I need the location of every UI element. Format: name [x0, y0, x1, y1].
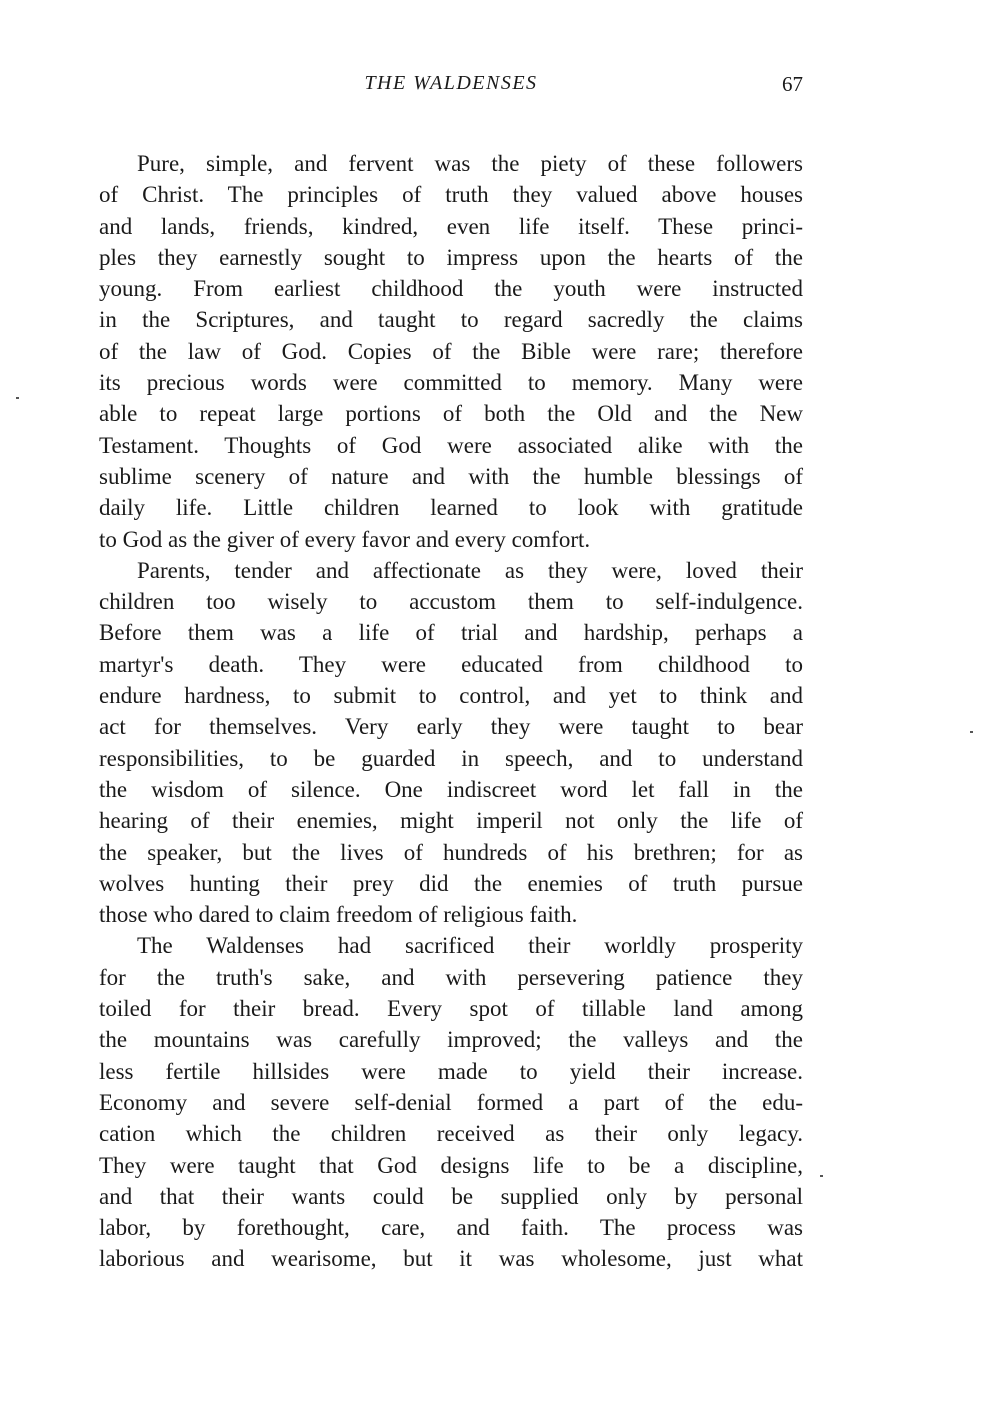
text-line: hearing of their enemies, might imperil not only the life of — [99, 808, 803, 834]
text-line: and that their wants could be supplied only by personal — [99, 1183, 803, 1209]
text-line: Economy and severe self-denial formed a part of the edu- — [99, 1089, 803, 1115]
scan-speck — [820, 1175, 823, 1177]
text-line: to God as the giver of every favor and every comfort. — [99, 526, 591, 552]
paragraph-2 — [99, 555, 803, 931]
text-line: endure hardness, to submit to control, and yet to think and — [99, 683, 803, 709]
text-line: ples they earnestly sought to impress upon the hearts of the — [99, 244, 803, 270]
text-line: They were taught that God designs life to be a discipline, — [99, 1152, 803, 1178]
text-line: toiled for their bread. Every spot of tillable land among — [99, 996, 803, 1022]
text-line: the speaker, but the lives of hundreds of his brethren; for as — [99, 839, 803, 865]
text-line: the mountains was carefully improved; the valleys and the — [99, 1027, 803, 1053]
running-title: THE WALDENSES — [364, 72, 538, 94]
text-line: of Christ. The principles of truth they valued above houses — [99, 182, 803, 208]
scan-speck — [16, 397, 19, 399]
text-line: young. From earliest childhood the youth were instructed — [99, 276, 803, 302]
text-line: wolves hunting their prey did the enemies of truth pursue — [99, 870, 803, 896]
text-line: its precious words were committed to memory. Many were — [99, 370, 803, 396]
text-line: Testament. Thoughts of God were associated alike with the — [99, 432, 803, 458]
body-text — [99, 148, 803, 1275]
text-line: labor, by forethought, care, and faith. The process was — [99, 1215, 803, 1241]
text-line: The Waldenses had sacrificed their worldly prosperity — [137, 933, 803, 959]
text-line: laborious and wearisome, but it was wholesome, just what — [99, 1246, 803, 1272]
text-line: cation which the children received as their only legacy. — [99, 1121, 803, 1147]
text-line: Parents, tender and affectionate as they were, loved their — [137, 557, 803, 583]
text-line: and lands, friends, kindred, even life itself. These princi- — [99, 213, 803, 239]
text-line: the wisdom of silence. One indiscreet word let fall in the — [99, 776, 803, 802]
scan-speck — [970, 731, 973, 733]
text-line: Before them was a life of trial and hardship, perhaps a — [99, 620, 803, 646]
paragraph-1 — [99, 148, 803, 555]
paragraph-3 — [99, 930, 803, 1274]
text-line: those who dared to claim freedom of religious faith. — [99, 902, 578, 928]
page-number: 67 — [782, 72, 803, 96]
text-line: children too wisely to accustom them to self-indulgence. — [99, 589, 803, 615]
text-line: Pure, simple, and fervent was the piety of these followers — [137, 151, 803, 176]
text-line: responsibilities, to be guarded in speech, and to understand — [99, 745, 803, 771]
text-line: act for themselves. Very early they were taught to bear — [99, 714, 803, 740]
text-line: less fertile hillsides were made to yield their increase. — [99, 1058, 803, 1084]
text-line: in the Scriptures, and taught to regard sacredly the claims — [99, 307, 803, 333]
running-head — [99, 72, 803, 102]
text-line: for the truth's sake, and with persevering patience they — [99, 964, 803, 990]
text-line: daily life. Little children learned to look with gratitude — [99, 495, 803, 521]
text-line: sublime scenery of nature and with the humble blessings of — [99, 463, 803, 489]
text-line: able to repeat large portions of both the Old and the New — [99, 401, 803, 427]
text-line: martyr's death. They were educated from childhood to — [99, 651, 803, 677]
text-line: of the law of God. Copies of the Bible were rare; therefore — [99, 338, 803, 364]
